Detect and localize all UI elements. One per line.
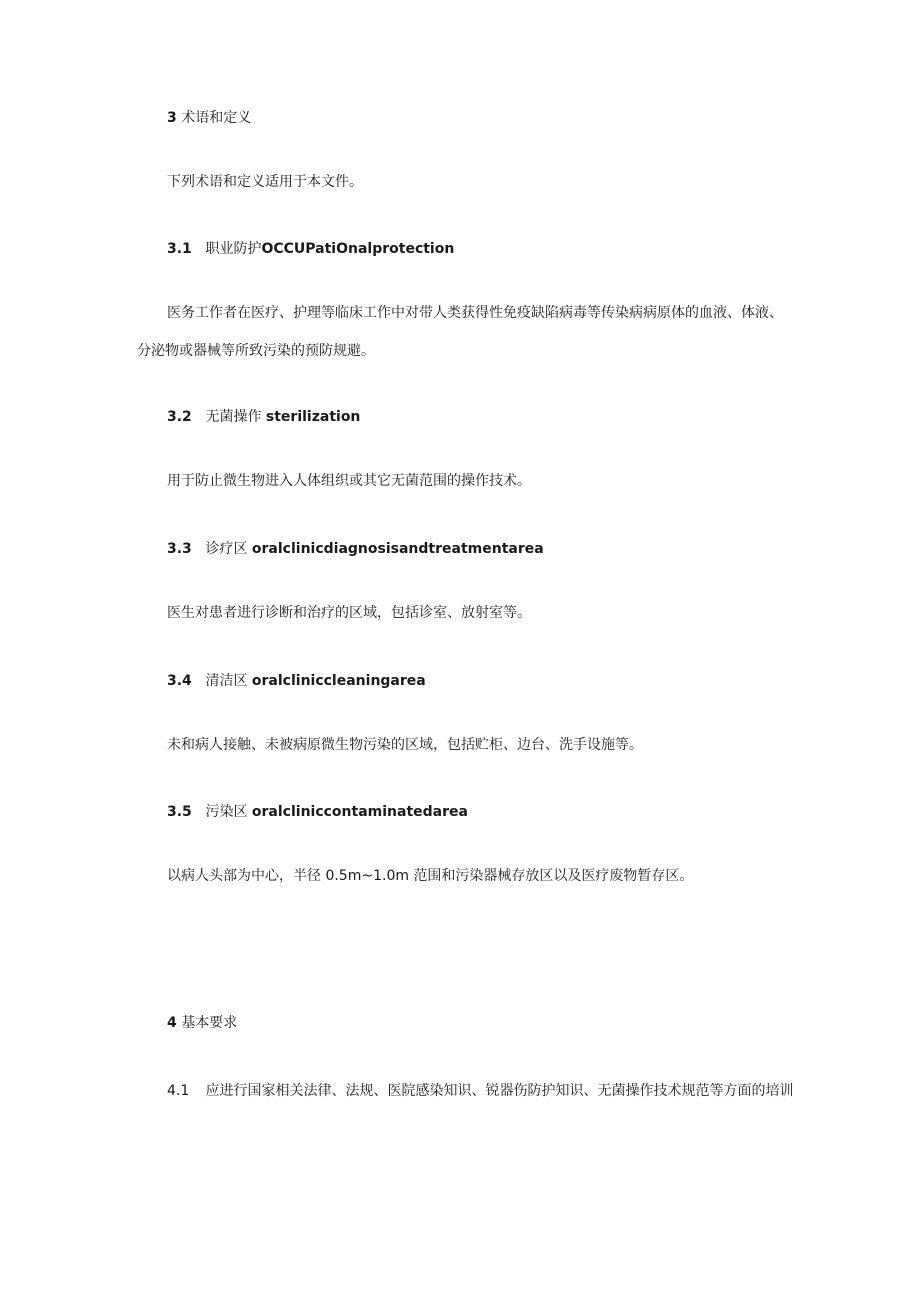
term-number: 3.4 xyxy=(167,673,192,689)
term-en: OCCUPatiOnalprotection xyxy=(261,241,455,257)
term-zh: 诊疗区 xyxy=(205,541,248,557)
requirement-number: 4.1 xyxy=(167,1083,190,1099)
term-en: oralcliniccleaningarea xyxy=(251,673,426,689)
term-heading-3-3 xyxy=(167,539,544,559)
term-en: oralclinicdiagnosisandtreatmentarea xyxy=(251,541,544,557)
term-heading-3-2 xyxy=(167,407,360,427)
term-number: 3.5 xyxy=(167,804,192,820)
term-number: 3.1 xyxy=(167,241,192,257)
term-definition-3-3: 医生对患者进行诊断和治疗的区域，包括诊室、放射室等。 xyxy=(167,605,531,621)
term-definition-3-2: 用于防止微生物进入人体组织或其它无菌范围的操作技术。 xyxy=(167,473,531,489)
term-definition-3-1-line-1: 医务工作者在医疗、护理等临床工作中对带人类获得性免疫缺陷病毒等传染病病原体的血液、体液、 xyxy=(167,305,783,321)
section-title: 术语和定义 xyxy=(181,110,252,126)
requirement-text: 应进行国家相关法律、法规、医院感染知识、锐器伤防护知识、无菌操作技术规范等方面的培训 xyxy=(205,1083,794,1099)
term-en: oralcliniccontaminatedarea xyxy=(251,804,468,820)
term-heading-3-4 xyxy=(167,671,426,691)
section-3-heading xyxy=(167,108,251,128)
term-en: sterilization xyxy=(265,409,361,425)
term-zh: 无菌操作 xyxy=(205,409,262,425)
term-number: 3.3 xyxy=(167,541,192,557)
term-zh: 清洁区 xyxy=(205,673,248,689)
requirement-4-1 xyxy=(167,1081,793,1101)
section-intro: 下列术语和定义适用于本文件。 xyxy=(167,174,363,190)
section-title: 基本要求 xyxy=(181,1015,238,1031)
section-number: 3 xyxy=(167,110,177,126)
term-definition-3-1-line-2: 分泌物或器械等所致污染的预防规避。 xyxy=(137,343,375,359)
term-heading-3-5 xyxy=(167,802,468,822)
term-definition-3-5: 以病人头部为中心，半径 0.5m~1.0m 范围和污染器械存放区以及医疗废物暂存区。 xyxy=(167,868,694,884)
term-zh: 职业防护 xyxy=(205,241,262,257)
term-zh: 污染区 xyxy=(205,804,248,820)
term-heading-3-1 xyxy=(167,239,454,259)
term-number: 3.2 xyxy=(167,409,192,425)
section-4-heading xyxy=(167,1013,237,1033)
section-number: 4 xyxy=(167,1015,177,1031)
term-definition-3-4: 未和病人接触、未被病原微生物污染的区域，包括贮柜、边台、洗手设施等。 xyxy=(167,737,643,753)
